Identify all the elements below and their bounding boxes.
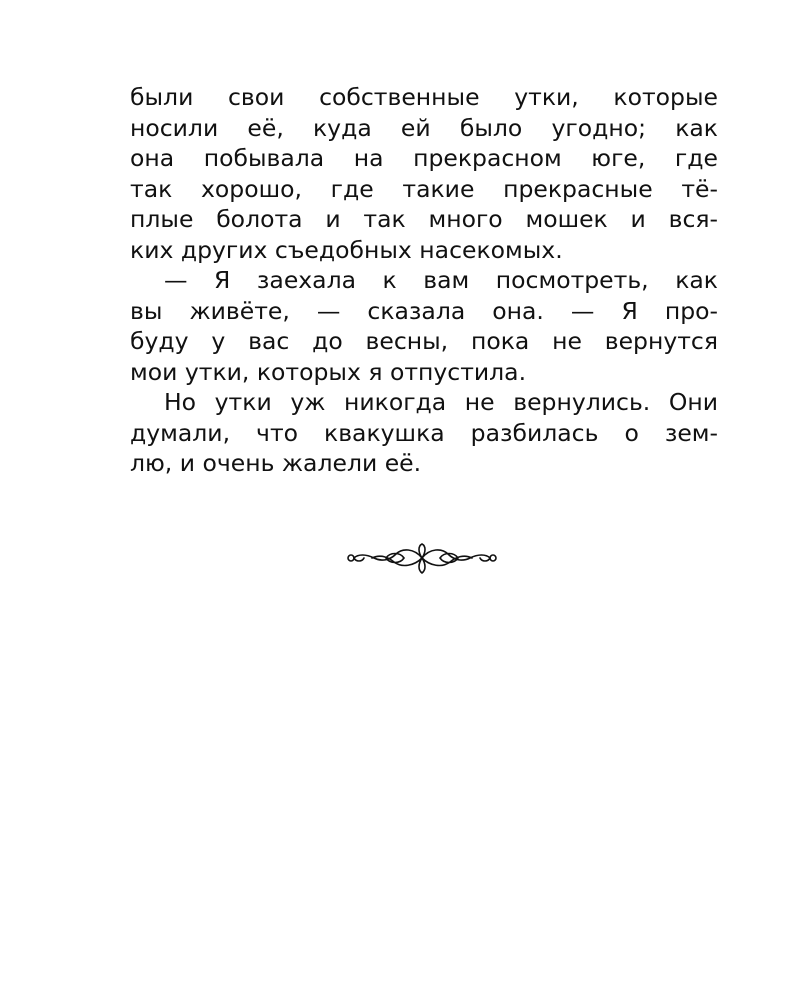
- text-line: буду у вас до весны, пока не вернутся: [130, 327, 718, 355]
- text-line: плые болота и так много мошек и вся-: [130, 205, 718, 233]
- decorative-flourish-divider-icon: [342, 540, 502, 576]
- text-line: носили её, куда ей было угодно; как: [130, 113, 718, 142]
- text-line: так хорошо, где такие прекрасные тё-: [130, 174, 718, 203]
- paragraph: [130, 387, 718, 479]
- page-text: [130, 82, 718, 479]
- text-line: Но утки уж никогда не вернулись. Они: [164, 388, 718, 416]
- paragraph: [130, 265, 718, 387]
- text-line: были свои собственные утки, которые: [130, 83, 718, 111]
- text-line: ких других съедобных насекомых.: [130, 235, 563, 264]
- text-line: думали, что квакушка разбилась о зем-: [130, 418, 718, 447]
- text-line: она побывала на прекрасном юге, где: [130, 144, 718, 172]
- text-line: вы живёте, — сказала она. — Я про-: [130, 296, 718, 325]
- text-line: лю, и очень жалели её.: [130, 449, 422, 477]
- paragraph: [130, 82, 718, 265]
- text-line: мои утки, которых я отпустила.: [130, 357, 527, 386]
- text-line: — Я заехала к вам посмотреть, как: [164, 266, 718, 294]
